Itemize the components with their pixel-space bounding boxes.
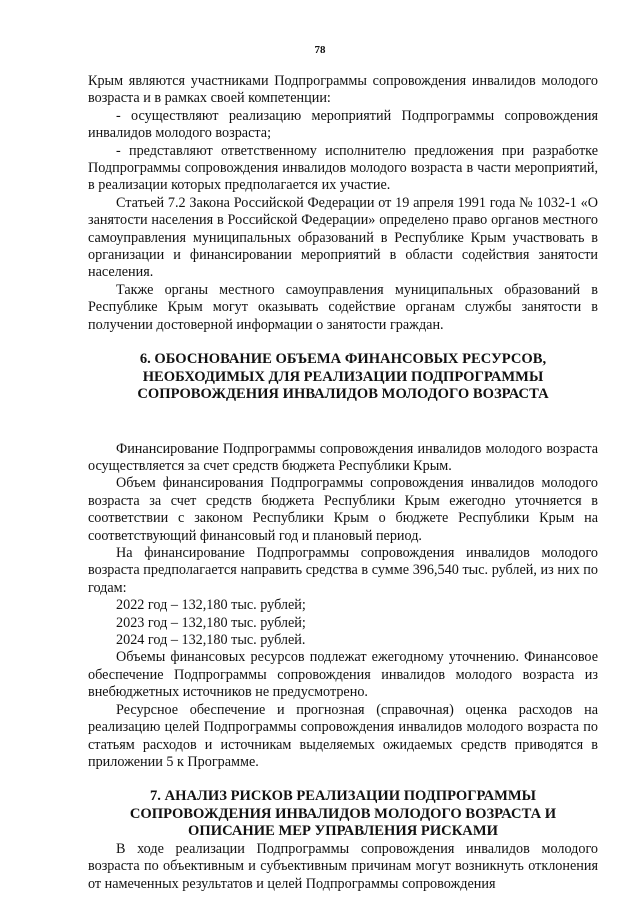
paragraph: Ресурсное обеспечение и прогнозная (справочная) оценка расходов на реализацию целей Подпрограммы сопровождения инвалидов молодого возраста по статьям расходов и источникам выделяемых ожидаемых средств приводятся в приложении 5 к Программе. [88,701,598,770]
paragraph: Финансирование Подпрограммы сопровождения инвалидов молодого возраста осуществляется за счет средств бюджета Республики Крым. [88,440,598,474]
paragraph: Объемы финансовых ресурсов подлежат ежегодному уточнению. Финансовое обеспечение Подпрограммы сопровождения инвалидов молодого возраста из внебюджетных источников не предусмотрено. [88,649,598,701]
paragraph: Крым являются участниками Подпрограммы сопровождения инвалидов молодого возраста и в рамках своей компетенции: [88,73,598,107]
page-number: 78 [314,44,326,56]
heading-line: НЕОБХОДИМЫХ ДЛЯ РЕАЛИЗАЦИИ ПОДПРОГРАММЫ [142,368,544,385]
funding-year-2024: 2024 год – 132,180 тыс. рублей. [116,632,306,649]
heading-line: 6. ОБОСНОВАНИЕ ОБЪЕМА ФИНАНСОВЫХ РЕСУРСОВ, [139,351,547,368]
heading-line: СОПРОВОЖДЕНИЯ ИНВАЛИДОВ МОЛОДОГО ВОЗРАСТА И [129,805,557,822]
paragraph: Статьей 7.2 Закона Российской Федерации от 19 апреля 1991 года № 1032-1 «О занятости населения в Российской Федерации» определено право органов местного самоуправления муниципальных образований в Республике Крым участвовать в организации и финансировании мероприятий в области содействия занятости населения. [88,194,598,281]
funding-year-2022: 2022 год – 132,180 тыс. рублей; [116,597,306,614]
section-7-heading [88,788,598,841]
section-6-heading [88,351,598,404]
heading-line: СОПРОВОЖДЕНИЯ ИНВАЛИДОВ МОЛОДОГО ВОЗРАСТА [137,386,549,403]
paragraph: В ходе реализации Подпрограммы сопровождения инвалидов молодого возраста по объективным и субъективным причинам могут возникнуть отклонения от намеченных результатов и целей Подпрограммы сопровождения [88,840,598,892]
paragraph: Также органы местного самоуправления муниципальных образований в Республике Крым могут оказывать содействие органам службы занятости в получении достоверной информации о занятости граждан. [88,281,598,333]
heading-line: 7. АНАЛИЗ РИСКОВ РЕАЛИЗАЦИИ ПОДПРОГРАММЫ [149,788,536,805]
funding-year-2023: 2023 год – 132,180 тыс. рублей; [116,614,306,631]
paragraph: Объем финансирования Подпрограммы сопровождения инвалидов молодого возраста за счет средств бюджета Республики Крым ежегодно уточняется в соответствии с законом Республики Крым о бюджете Республики Крым на соответствующий финансовый год и плановый период. [88,475,598,544]
list-item: - осуществляют реализацию мероприятий Подпрограммы сопровождения инвалидов молодого возраста; [88,107,598,142]
paragraph: На финансирование Подпрограммы сопровождения инвалидов молодого возраста предполагается направить средства в сумме 396,540 тыс. рублей, из них по годам: [88,545,598,596]
list-item: - представляют ответственному исполнителю предложения при разработке Подпрограммы сопровождения инвалидов молодого возраста в части мероприятий, в реализации которых предполагается их участие. [88,142,598,194]
document-body [88,73,598,893]
heading-line: ОПИСАНИЕ МЕР УПРАВЛЕНИЯ РИСКАМИ [188,823,498,840]
